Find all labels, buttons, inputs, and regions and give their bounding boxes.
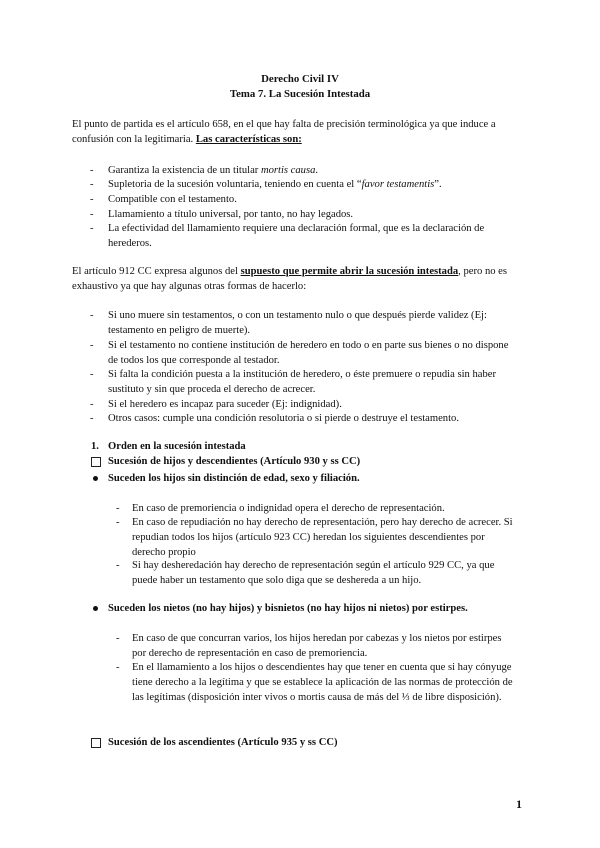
bullet-heading: Suceden los nietos (no hay hijos) y bisnietos (no hay hijos ni nietos) por estirpes. [108, 603, 468, 614]
hijos-heading: Sucesión de hijos y descendientes (Artículo 930 y ss CC) [108, 456, 361, 467]
topic-title: Tema 7. La Sucesión Intestada [229, 88, 371, 100]
ascendientes-heading: Sucesión de los ascendientes (Artículo 935 y ss CC) [108, 737, 338, 748]
bullet-heading: Suceden los hijos sin distinción de edad, sexo y filiación. [108, 473, 360, 484]
art912-highlight: supuesto que permite abrir la sucesión intestada [240, 266, 459, 277]
intro-paragraph [72, 117, 524, 147]
checkbox-icon [91, 457, 101, 467]
section-heading: Orden en la sucesión intestada [108, 441, 246, 452]
art912-paragraph: El artículo 912 CC expresa algunos del supuesto que permite abrir la sucesión intestada, pero no es exhaustivo ya que hay algunas otras formas de hacerlo: [72, 266, 508, 292]
checkbox-icon [91, 738, 101, 748]
page-number: 1 [516, 797, 522, 811]
characteristics-heading: Las características son: [195, 134, 302, 145]
section-number: 1. [91, 441, 99, 452]
document-title: Derecho Civil IV [261, 73, 339, 85]
bullet-icon [93, 476, 98, 481]
bullet-icon [93, 606, 98, 611]
intro-text: El punto de partida es el artículo 658, en el que hay falta de precisión terminológica ya que induce a confusión con la legitimaria. [72, 119, 496, 145]
document-page: Derecho Civil IV Tema 7. La Sucesión Intestada El punto de partida es el artículo 658, en el que hay falta de precisión terminológica ya que induce a confusión con la legitimaria. Las características son: - Garantiza la existencia de un titular mortis causa. - Supletoria de la sucesión voluntaria, teniendo en cuenta el “favor testamentis”. - Compatible con el testamento. - Llamamiento a título universal, por tanto, no hay legados. - La efectividad del llamamiento requiere una declaración formal, que es la declaración de herederos. El artículo 912 CC expresa algunos del supuesto que permite abrir la sucesión intestada, pero no es exhaustivo ya que hay algunas otras formas de hacerlo: - Si uno muere sin testamentos, o con un testamento nulo o que después pierde validez (Ej: testamento en peligro de muerte). - Si el testamento no contiene institución de heredero en todo o en parte sus bienes o no dispone de todos los que corresponde al testador. - Si falta la condición puesta a la institución de heredero, o éste premuere o repudia sin haber sustituto y sin que proceda el derecho de acrecer. - Si el heredero es incapaz para suceder (Ej: indignidad). - Otros casos: cumple una condición resolutoria o si pierde o destruye el testamento. 1. Orden en la sucesión intestada Sucesión de hijos y descendientes (Artículo 930 y ss CC) Suceden los hijos sin distinción de edad, sexo y filiación. - En caso de premoriencia o indignidad opera el derecho de representación. - En caso de repudiación no hay derecho de representación, pero hay derecho de acrecer. Si repudian todos los hijos (artículo 923 CC) heredan los siguientes descendientes por derecho propio - Si hay desheredación hay derecho de representación según el artículo 929 CC, ya que puede haber un testamento que solo diga que se deshereda a un hijo. Suceden los nietos (no hay hijos) y bisnietos (no hay hijos ni nietos) por estirpes. - En caso de que concurran varios, los hijos heredan por cabezas y los nietos por estirpes por derecho de representación en caso de premoriencia. - En el llamamiento a los hijos o descendientes hay que tener en cuenta que si hay cónyuge tiene derecho a la legítima y que se establece la aplicación de las normas de protección de las legítimas (disposición inter vivos o mortis causa de más del ⅓ de libre disposición). Sucesión de los ascendientes (Artículo 935 y ss CC) 1 [0, 0, 600, 848]
